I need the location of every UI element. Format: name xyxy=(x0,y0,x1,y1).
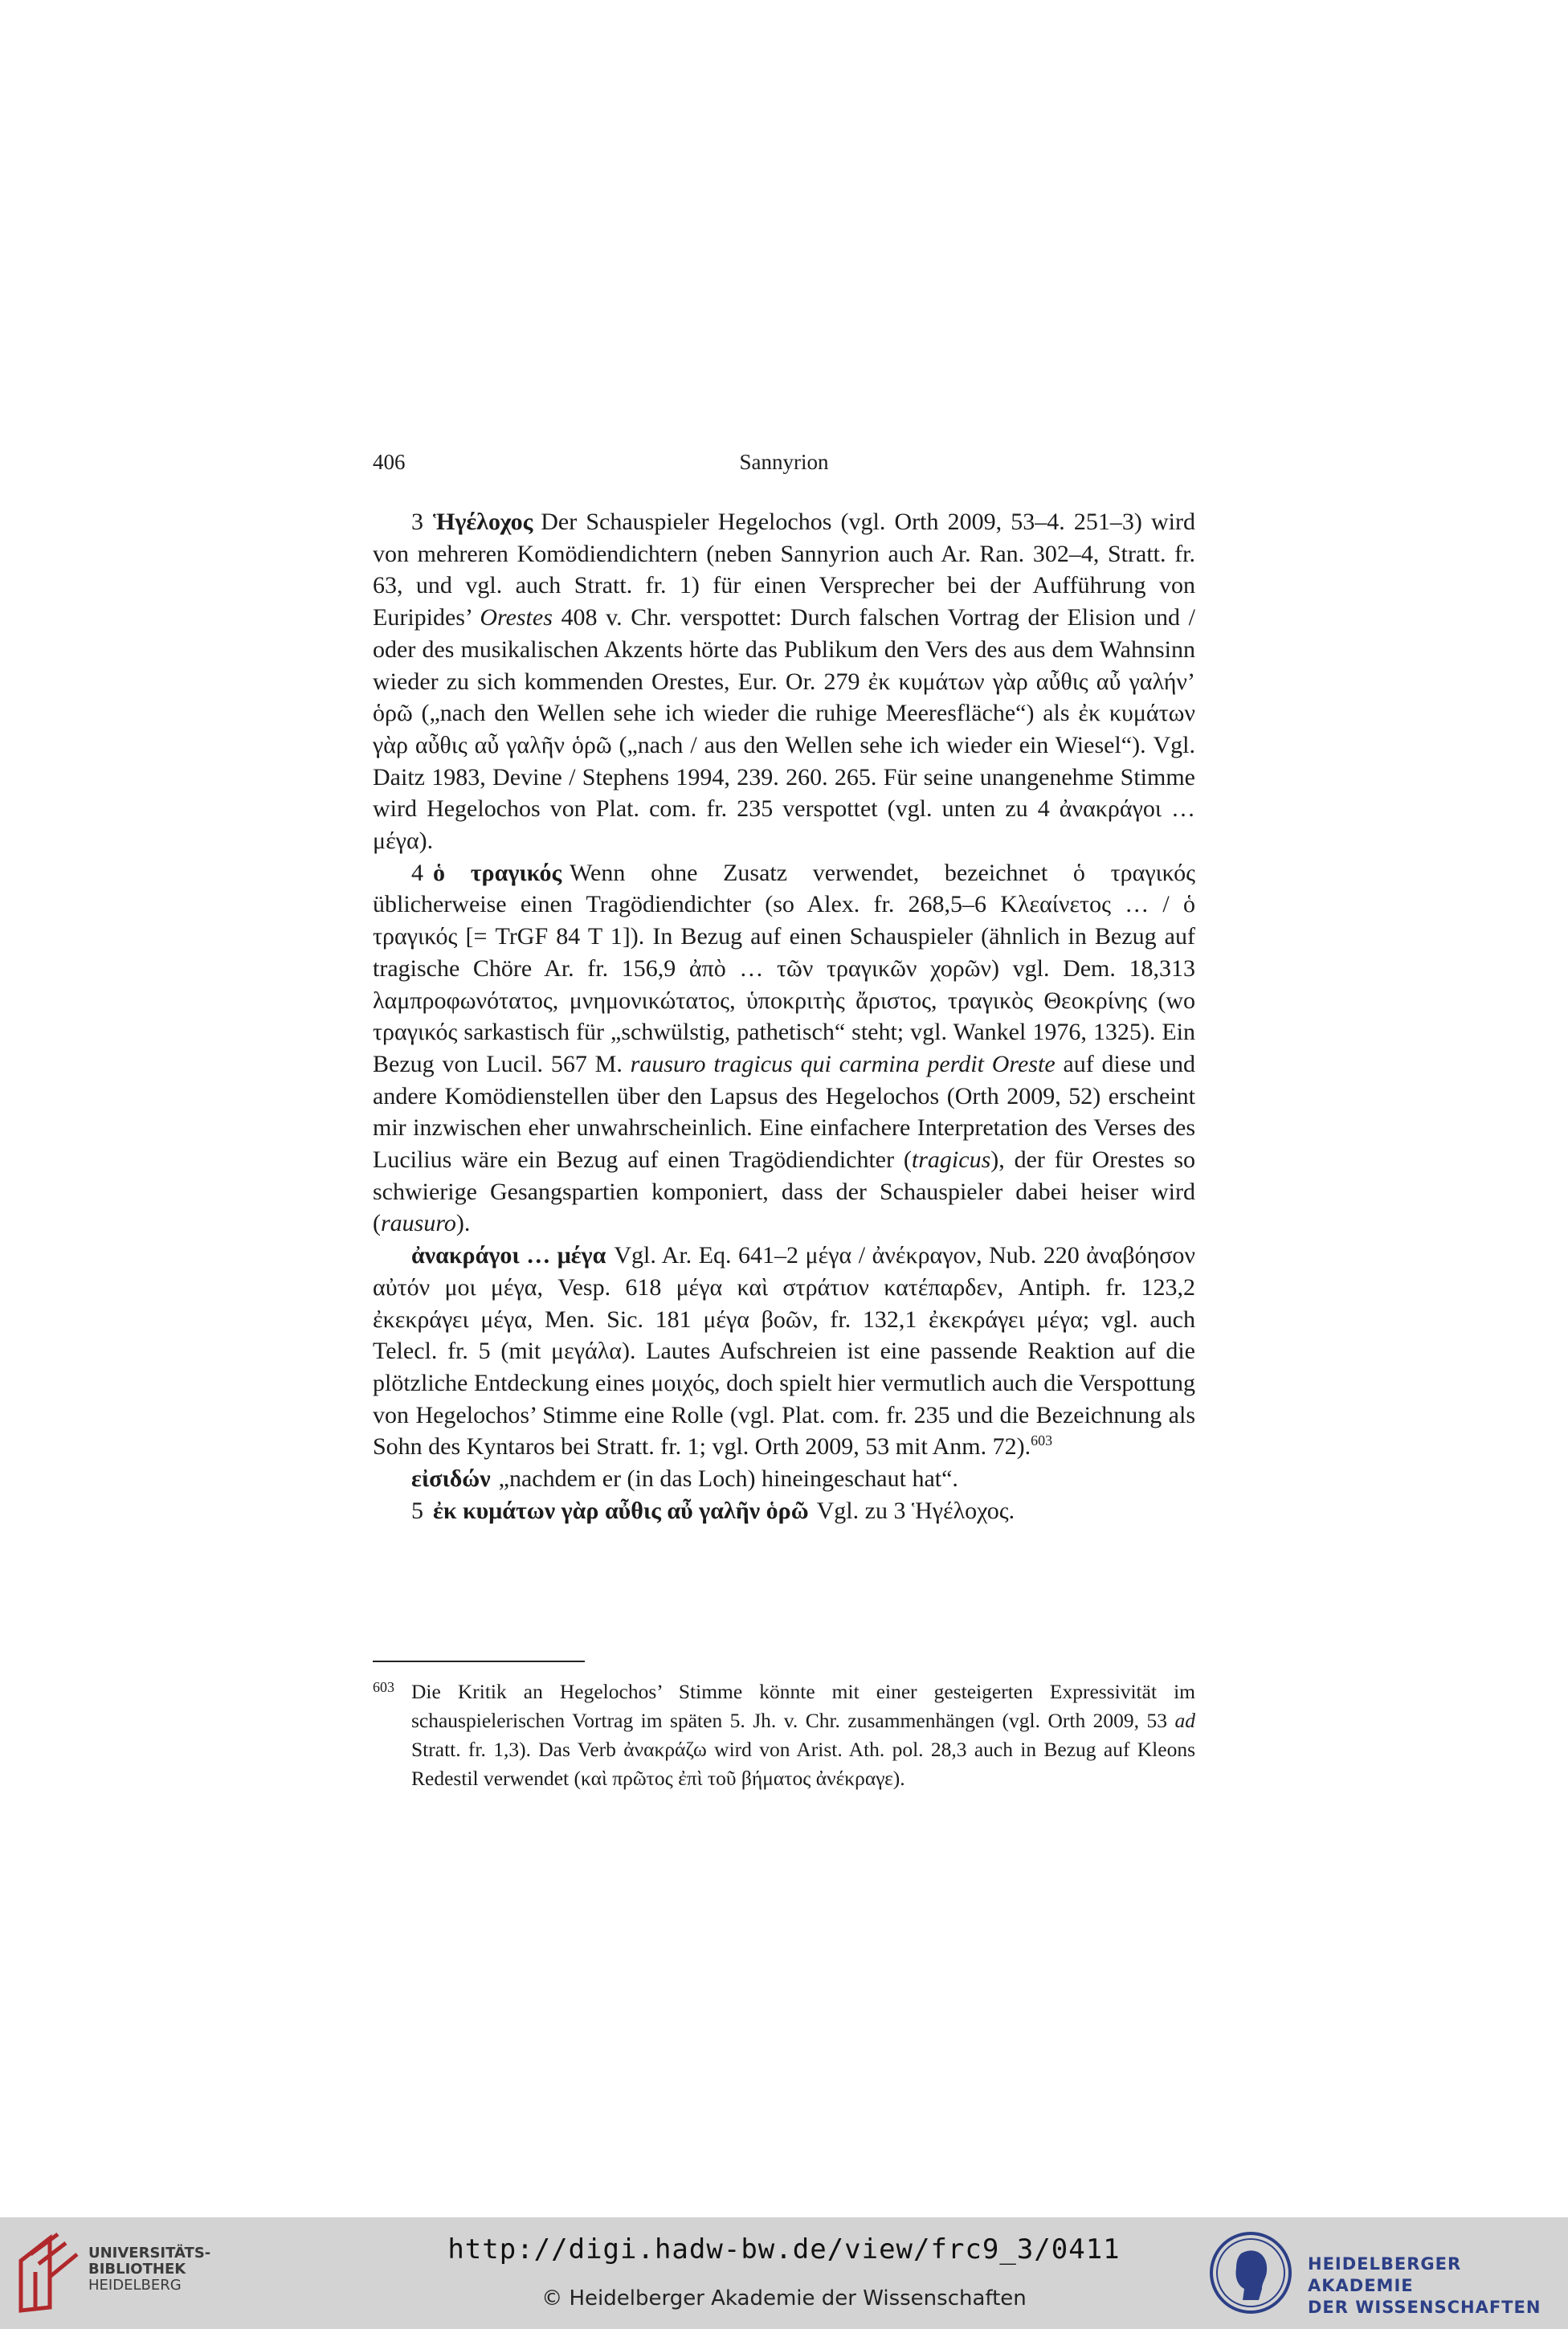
paragraph-text: ), der für Orestes so schwierige Gesangspartien komponiert, dass der Schauspieler dabei heiser wird ( xyxy=(373,1146,1195,1237)
paragraph-text-italic: Orestes xyxy=(480,604,553,631)
paragraph-text: Wenn ohne Zusatz verwendet, bezeichnet ὁ τραγικός üblicherweise einen Tragödiendichter (so Alex. fr. 268,5–6 Κλεαίνετος … / ὁ τραγικός [= TrGF 84 T 1]). In Bezug auf einen Schauspieler (ähnlich in Bezug auf tragische Chöre Ar. fr. 156,9 ἀπὸ … τῶν τραγικῶν χορῶν) vgl. Dem. 18,313 λαμπροφωνότατος, μνημονικώτατος, ὑποκριτὴς ἄριστος, τραγικὸς Θεοκρίνης (wo τραγικός sarkastisch für „schwülstig, pathetisch“ steht; vgl. Wankel 1976, 1325). Ein Bezug von Lucil. 567 M. xyxy=(373,859,1195,1077)
paragraph-text-italic: rausuro tragicus qui carmina perdit Oreste xyxy=(630,1050,1056,1077)
lemma: ὁ τραγικός xyxy=(433,859,562,886)
footnote-text-segment: Stratt. fr. 1,3). Das Verb ἀνακράζω wird von Arist. Ath. pol. 28,3 auch in Bezug auf Kleons Redestil verwendet (καὶ πρῶτος ἐπὶ τοῦ βήματος ἀνέκραγε). xyxy=(411,1738,1195,1790)
copyright-notice: © Heidelberger Akademie der Wissenschaften xyxy=(541,2286,1027,2311)
page-number: 406 xyxy=(373,450,406,474)
line-number: 3 xyxy=(411,509,423,535)
commentary-paragraph xyxy=(373,1240,1195,1463)
footnote-text-segment: Die Kritik an Hegelochos’ Stimme könnte mit einer gesteigerten Expressivität im schauspielerischen Vortrag im späten 5. Jh. v. Chr. zusammenhängen (vgl. Orth 2009, 53 xyxy=(411,1680,1195,1732)
commentary-paragraph xyxy=(373,1463,1195,1495)
academy-name-line: DER WISSENSCHAFTEN xyxy=(1308,2298,1541,2317)
lemma: ἐκ κυμάτων γὰρ αὖθις αὖ γαλῆν ὁρῶ xyxy=(433,1497,809,1524)
footnote xyxy=(373,1677,1195,1793)
academy-name xyxy=(1308,2253,1568,2319)
paragraph-text: 408 v. Chr. verspottet: Durch falschen Vortrag der Elision und / oder des musikalischen Akzents hörte das Publikum den Vers des aus dem Wahnsinn wieder zu sich kommenden Orestes, Eur. Or. 279 ἐκ κυμάτων γὰρ αὖθις αὖ γαλήν’ ὁρῶ („nach den Wellen sehe ich wieder die ruhige Meeresfläche“) als ἐκ κυμάτων γὰρ αὖθις αὖ γαλῆν ὁρῶ („nach / aus den Wellen sehe ich wieder ein Wiesel“). Vgl. Daitz 1983, Devine / Stephens 1994, 239. 260. 265. Für seine unangenehme Stimme wird Hegelochos von Plat. com. fr. 235 verspottet (vgl. unten zu 4 ἀνακράγοι … μέγα). xyxy=(373,604,1195,855)
page-header xyxy=(373,446,1195,478)
line-number: 4 xyxy=(411,859,423,886)
paragraph-text: Vgl. zu 3 Ἡγέλοχος. xyxy=(816,1497,1015,1524)
commentary-paragraph xyxy=(373,506,1195,857)
academy-name-line: HEIDELBERGER AKADEMIE xyxy=(1308,2254,1462,2295)
academy-seal-icon[interactable] xyxy=(1209,2231,1292,2315)
commentary-body xyxy=(373,506,1195,1527)
paragraph-text-italic: tragicus xyxy=(911,1146,991,1174)
library-name-line: UNIVERSITÄTS- xyxy=(88,2245,211,2262)
lemma: Ἡγέλοχος xyxy=(433,509,533,535)
commentary-paragraph xyxy=(373,1495,1195,1527)
lemma: εἰσιδών xyxy=(411,1465,491,1493)
footnote-divider xyxy=(373,1661,585,1662)
library-name-line: HEIDELBERG xyxy=(88,2277,182,2294)
paragraph-text: auf diese und andere Komödienstellen über den Lapsus des Hegelochos (Orth 2009, 52) erscheint mir inzwischen eher unwahrscheinlich. Eine einfachere Interpretation des Verses des Lucilius wäre ein Bezug auf einen Tragödiendichter ( xyxy=(373,1050,1195,1174)
paragraph-text: ). xyxy=(455,1210,471,1237)
footnote-text xyxy=(411,1677,1195,1793)
footnote-text-italic: ad xyxy=(1174,1709,1195,1732)
paragraph-text: Der Schauspieler Hegelochos (vgl. Orth 2009, 53–4. 251–3) wird von mehreren Komödiendichtern (neben Sannyrion auch Ar. Ran. 302–4, Stratt. fr. 63, und vgl. auch Stratt. fr. 1) für einen Versprecher bei der Aufführung von Euripides’ xyxy=(373,509,1195,631)
paragraph-text: „nachdem er (in das Loch) hineingeschaut hat“. xyxy=(498,1465,958,1493)
paragraph-text: Vgl. Ar. Eq. 641–2 μέγα / ἀνέκραγον, Nub. 220 ἀναβόησον αὐτόν μοι μέγα, Vesp. 618 μέγα καὶ στράτιον κατέπαρδεν, Antiph. fr. 123,2 ἐκεκράγει μέγα, Men. Sic. 181 μέγα βοῶν, fr. 132,1 ἐκεκράγει μέγα; vgl. auch Telecl. fr. 5 (mit μεγάλα). Lautes Aufschreien ist eine passende Reaktion auf die plötzliche Entdeckung eines μοιχός, doch spielt hier vermutlich auch die Verspottung von Hegelochos’ Stimme eine Rolle (vgl. Plat. com. fr. 235 und die Bezeichnung als Sohn des Kyntaros bei Stratt. fr. 1; vgl. Orth 2009, 53 mit Anm. 72). xyxy=(373,1242,1195,1461)
viewer-footer xyxy=(0,2217,1568,2329)
running-title: Sannyrion xyxy=(739,450,829,474)
footnote-number: 603 xyxy=(373,1679,394,1695)
paragraph-text-italic: rausuro xyxy=(381,1210,456,1237)
permalink-url[interactable]: http://digi.hadw-bw.de/view/frc9_3/0411 xyxy=(447,2233,1121,2266)
commentary-paragraph xyxy=(373,857,1195,1240)
library-name-line: BIBLIOTHEK xyxy=(88,2261,186,2278)
footnote-reference[interactable]: 603 xyxy=(1031,1432,1053,1449)
lemma: ἀνακράγοι … μέγα xyxy=(411,1242,606,1269)
line-number: 5 xyxy=(411,1497,423,1524)
